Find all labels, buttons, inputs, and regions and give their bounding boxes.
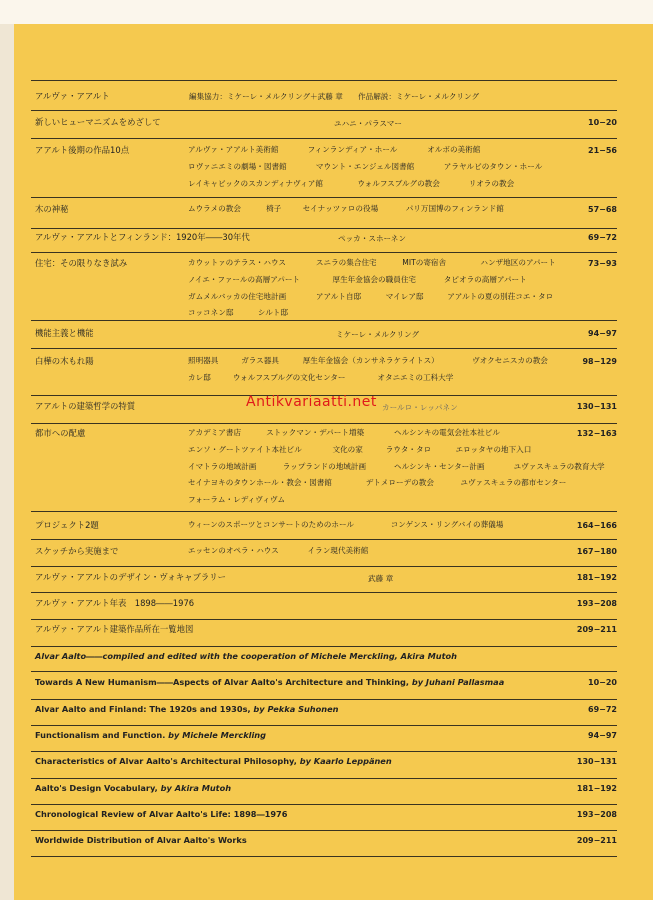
divider-rule xyxy=(31,110,617,111)
work-title: オタニエミの工科大学 xyxy=(377,372,454,382)
work-title: ヘルシンキ・センター計画 xyxy=(394,461,485,471)
toc-entry-title: アルヴァ・アアルトのデザイン・ヴォキャブラリー xyxy=(35,572,226,582)
divider-rule xyxy=(31,320,617,321)
work-title: ストックマン・デパート増築 xyxy=(266,428,365,437)
toc-entry-title xyxy=(35,652,457,661)
work-title: ウォルフスブルグの文化センター xyxy=(232,372,346,382)
page-range: 181−192 xyxy=(576,573,617,582)
divider-rule xyxy=(31,830,617,831)
divider-rule xyxy=(31,197,617,198)
work-title: ガラス器具 xyxy=(241,356,279,365)
work-title: 照明器具 xyxy=(188,356,219,365)
toc-entry-credit: カールロ・レッパネン xyxy=(382,403,458,412)
title-text: Aalto's Design Vocabulary, xyxy=(35,783,158,793)
work-title: セイナヨキのタウンホール・教会・図書館 xyxy=(188,478,332,488)
work-title: カレ邸 xyxy=(188,372,211,382)
work-title: ハンザ地区のアパート xyxy=(480,258,556,267)
divider-rule xyxy=(31,228,617,229)
work-title: 文化の家 xyxy=(332,444,363,454)
divider-rule xyxy=(31,423,617,424)
divider-rule xyxy=(31,699,617,700)
toc-entry-title: アルヴァ・アアルトとフィンランド：1920年――30年代 xyxy=(35,232,250,242)
title-text: Chronological Review of Alvar Aalto's Life: 1898―1976 xyxy=(35,809,288,819)
work-title: エッセンのオペラ・ハウス xyxy=(188,546,279,555)
work-title: パリ万国博のフィンランド館 xyxy=(405,204,504,213)
toc-entry-title: アルヴァ・アアルト建築作品所在一覧地図 xyxy=(35,624,194,634)
page-range: 94−97 xyxy=(588,731,617,740)
work-title: ヴオクセニスカの教会 xyxy=(472,356,548,365)
divider-rule xyxy=(31,671,617,672)
work-title: コンゲンス・リングバイの葬儀場 xyxy=(390,520,504,529)
divider-rule xyxy=(31,566,617,567)
divider-rule xyxy=(31,252,617,253)
page-range: 10−20 xyxy=(588,118,617,127)
work-title: ウォルフスブルグの教会 xyxy=(357,178,440,188)
title-text: Alvar Aalto――compiled and edited with the cooperation of Michele Merckling, Akira Mutoh xyxy=(35,651,457,661)
page-range: 209−211 xyxy=(576,836,617,845)
toc-entry-title: アルヴァ・アアルト年表 1898――1976 xyxy=(35,598,195,608)
page-range: 69−72 xyxy=(588,233,617,242)
divider-rule xyxy=(31,539,617,540)
work-title: 厚生年金協会の職員住宅 xyxy=(332,274,417,284)
work-title: イマトラの地域計画 xyxy=(188,461,257,471)
title-text: Functionalism and Function. xyxy=(35,730,166,740)
divider-rule xyxy=(31,348,617,349)
work-title: MITの寄宿舎 xyxy=(402,258,447,267)
work-title: セイナッツァロの役場 xyxy=(302,204,379,213)
toc-entry-title xyxy=(35,678,504,687)
toc-entry-title: 機能主義と機能 xyxy=(35,328,94,338)
toc-entry-title: 新しいヒューマニズムをめざして xyxy=(35,117,161,127)
divider-rule xyxy=(31,80,617,81)
work-title: マウント・エンジェル図書館 xyxy=(315,161,415,171)
toc-entry-title xyxy=(35,705,338,714)
divider-rule xyxy=(31,804,617,805)
toc-entry-title: 住宅：その限りなき試み xyxy=(35,258,128,268)
page-range: 69−72 xyxy=(588,705,617,714)
work-title: アルヴァ・アアルト美術館 xyxy=(188,145,279,154)
toc-entry-title: アルヴァ・アアルト xyxy=(35,91,110,101)
toc-entry-title: アアルトの建築哲学の特質 xyxy=(35,401,136,411)
work-title: カウットァのテラス・ハウス xyxy=(188,258,286,267)
work-title: フィンランディア・ホール xyxy=(307,145,398,154)
toc-entry-title xyxy=(35,731,266,740)
work-title: ヘルシンキの電気会社本社ビル xyxy=(394,428,500,437)
work-title: アアルト自邸 xyxy=(315,291,362,301)
divider-rule xyxy=(31,778,617,779)
divider-rule xyxy=(31,138,617,139)
work-title: タピオラの高層アパート xyxy=(443,274,527,284)
author-name: by Michele Merckling xyxy=(168,730,266,740)
work-title: イラン現代美術館 xyxy=(307,546,369,555)
divider-rule xyxy=(31,592,617,593)
page-range: 164−166 xyxy=(576,521,617,530)
work-title: ガムメルバッカの住宅地計画 xyxy=(188,291,287,301)
page-range: 130−131 xyxy=(576,757,617,766)
divider-rule xyxy=(31,619,617,620)
page-range: 94−97 xyxy=(588,329,617,338)
work-title: マイレア邸 xyxy=(385,291,424,301)
page-range: 193−208 xyxy=(576,810,617,819)
work-title: アカデミア書店 xyxy=(188,428,242,437)
work-title: デトメローデの教会 xyxy=(365,478,434,488)
work-title: ウィーンのスポーツとコンサートのためのホール xyxy=(188,520,354,529)
author-name: by Pekka Suhonen xyxy=(253,704,339,714)
work-title: アラヤルビのタウン・ホール xyxy=(443,161,543,171)
work-title: フォーラム・レディヴィヴム xyxy=(188,495,286,505)
toc-entry-title: スケッチから実施まで xyxy=(35,546,119,556)
toc-entry-title: 都市への配慮 xyxy=(35,428,86,438)
title-text: Worldwide Distribution of Alvar Aalto's Works xyxy=(35,835,247,845)
author-name: by Kaarlo Leppänen xyxy=(299,756,392,766)
page-range: 209−211 xyxy=(576,625,617,634)
toc-entry-title: プロジェクト2題 xyxy=(35,520,99,530)
title-text: Characteristics of Alvar Aalto's Architectural Philosophy, xyxy=(35,756,297,766)
work-title: ノイエ・ファールの高層アパート xyxy=(188,274,301,284)
work-title: コッコネン邸 xyxy=(188,308,234,318)
title-text: Alvar Aalto and Finland: The 1920s and 1930s, xyxy=(35,704,251,714)
work-title: リオラの教会 xyxy=(468,178,515,188)
page-range: 98−129 xyxy=(582,357,617,366)
work-title: エンソ・グートツァイト本社ビル xyxy=(188,444,302,454)
page-range: 130−131 xyxy=(576,402,617,411)
toc-entry-title: アアルト後期の作品10点 xyxy=(35,145,130,155)
work-title: ムウラメの教会 xyxy=(188,204,241,213)
work-title: レイキャビックのスカンディナヴィア館 xyxy=(188,178,323,188)
toc-entry-title xyxy=(35,757,392,766)
work-title: アアルトの夏の別荘コエ・タロ xyxy=(447,291,554,301)
author-name: by Juhani Pallasmaa xyxy=(411,677,505,687)
watermark: Antikvariaatti.net xyxy=(246,394,377,410)
toc-entry-title xyxy=(35,836,247,845)
work-title: オルボの美術館 xyxy=(427,145,481,154)
page-range: 132−163 xyxy=(576,429,617,438)
divider-rule xyxy=(31,751,617,752)
divider-rule xyxy=(31,511,617,512)
page-range: 21−56 xyxy=(588,146,617,155)
page-range: 57−68 xyxy=(588,205,617,214)
page-range: 193−208 xyxy=(576,599,617,608)
divider-rule xyxy=(31,725,617,726)
work-title: ロヴァニエミの劇場・図書館 xyxy=(188,161,287,171)
page-range: 167−180 xyxy=(576,547,617,556)
author-name: by Akira Mutoh xyxy=(160,783,232,793)
work-title: 椅子 xyxy=(266,204,282,213)
work-title: ユヴァスキュラの都市センター xyxy=(460,478,567,488)
toc-entry-title: 白樺の木もれ陽 xyxy=(35,356,94,366)
work-title: スニラの集合住宅 xyxy=(315,258,377,267)
page-range: 73−93 xyxy=(588,259,617,268)
work-title: 厚生年金協会（カンサネラケライトス） xyxy=(302,356,439,365)
toc-entry-credit: ペッカ・スホーネン xyxy=(338,234,406,243)
page-edge xyxy=(0,24,14,900)
page-range: 10−20 xyxy=(588,678,617,687)
work-title: エロッタヤの地下入口 xyxy=(455,444,532,454)
page-range: 181−192 xyxy=(576,784,617,793)
toc-entry-credit: ユハニ・パラスマー xyxy=(334,119,402,128)
work-title: ラップランドの地域計画 xyxy=(282,461,367,471)
divider-rule xyxy=(31,856,617,857)
work-title: シルト邸 xyxy=(257,308,288,318)
work-title: ユヴァスキュラの教育大学 xyxy=(513,461,605,471)
divider-rule xyxy=(31,646,617,647)
toc-entry-credit: ミケーレ・メルクリング xyxy=(336,330,420,339)
toc-entry-credit: 武藤 章 xyxy=(368,574,394,583)
toc-entry-title xyxy=(35,810,287,819)
toc-entry-credit: 編集協力：ミケーレ・メルクリング＋武藤 章 作品解説：ミケーレ・メルクリング xyxy=(189,92,480,101)
work-title: ラウタ・タロ xyxy=(385,444,432,454)
toc-entry-title: 木の神秘 xyxy=(35,204,69,214)
title-text: Towards A New Humanism――Aspects of Alvar Aalto's Architecture and Thinking, xyxy=(35,677,410,687)
toc-entry-title xyxy=(35,784,231,793)
